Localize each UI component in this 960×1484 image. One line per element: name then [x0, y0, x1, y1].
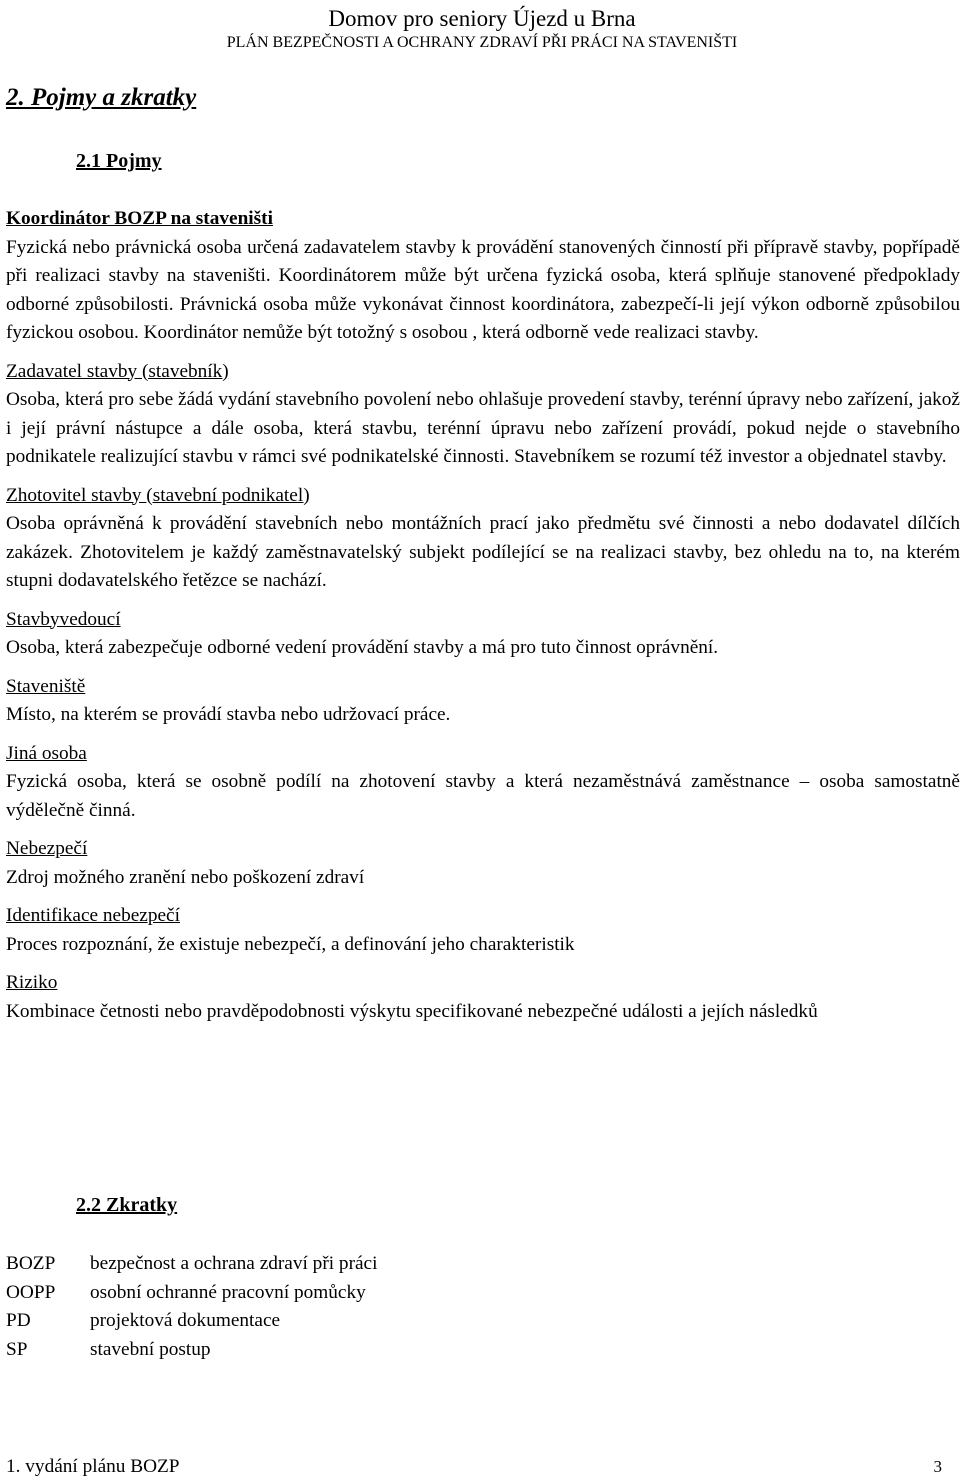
term-item	[6, 205, 960, 348]
term-title: Staveniště	[6, 675, 86, 697]
term-definition: Osoba, která zabezpečuje odborné vedení provádění stavby a má pro tuto činnost oprávnění.	[6, 637, 719, 658]
term-definition: Fyzická osoba, která se osobně podílí na zhotovení stavby a která nezaměstnává zaměstnance – osoba samostatně výdělečně činná.	[6, 771, 960, 821]
term-definition: Osoba oprávněná k provádění stavebních nebo montážních prací jako předmětu své činnosti a nebo dodavatel dílčích zakázek. Zhotovitelem je každý zaměstnavatelský subjekt podílející se na realizaci stavby, bez ohledu na to, na kterém stupni dodavatelského řetězce se nachází.	[6, 513, 960, 591]
header-subtitle: PLÁN BEZPEČNOSTI A OCHRANY ZDRAVÍ PŘI PRÁCI NA STAVENIŠTI	[226, 34, 738, 51]
abbreviation-code: BOZP	[6, 1253, 56, 1274]
term-item	[6, 358, 960, 472]
term-definition: Fyzická nebo právnická osoba určená zadavatelem stavby k provádění stanovených činností při přípravě stavby, popřípadě při realizaci stavby na staveništi. Koordinátorem může být určena fyzická osoba, která splňuje stanovené předpoklady odborné způsobilosti. Právnická osoba může vykonávat činnost koordinátora, zabezpečí-li její výkon odborně způsobilou fyzickou osobou. Koordinátor nemůže být totožný s osobou , která odborně vede realizaci stavby.	[6, 236, 960, 343]
abbreviation-meaning: bezpečnost a ochrana zdraví při práci	[90, 1253, 378, 1274]
term-title: Riziko	[6, 972, 58, 993]
term-item	[6, 482, 960, 596]
term-title: Zadavatel stavby (stavebník)	[6, 360, 229, 382]
abbreviations-table	[6, 1250, 377, 1364]
term-item	[6, 740, 960, 826]
term-item	[6, 969, 960, 1026]
term-title: Nebezpečí	[6, 838, 88, 859]
abbreviation-meaning: projektová dokumentace	[90, 1310, 281, 1331]
table-row	[6, 1336, 377, 1365]
terms-list	[6, 205, 960, 1036]
term-definition: Místo, na kterém se provádí stavba nebo udržovací práce.	[6, 704, 451, 725]
term-title: Stavbyvedoucí	[6, 608, 121, 630]
term-title: Jiná osoba	[6, 742, 87, 764]
table-row	[6, 1250, 377, 1279]
page-number: 3	[933, 1457, 942, 1476]
term-title: Koordinátor BOZP na staveništi	[6, 208, 273, 229]
term-item	[6, 902, 960, 959]
term-definition: Zdroj možného zranění nebo poškození zdraví	[6, 866, 365, 888]
term-title: Identifikace nebezpečí	[6, 905, 180, 926]
section-title: 2. Pojmy a zkratky	[6, 84, 197, 111]
term-item	[6, 606, 960, 663]
term-title: Zhotovitel stavby (stavební podnikatel)	[6, 484, 310, 506]
abbreviation-code: PD	[6, 1310, 31, 1331]
table-row	[6, 1279, 377, 1308]
header-title: Domov pro seniory Újezd u Brna	[328, 6, 636, 31]
abbreviation-meaning: stavební postup	[90, 1338, 211, 1360]
table-row	[6, 1307, 377, 1336]
footer-edition: 1. vydání plánu BOZP	[6, 1456, 180, 1477]
subsection-title-zkratky: 2.2 Zkratky	[76, 1194, 178, 1216]
term-definition: Osoba, která pro sebe žádá vydání stavebního povolení nebo ohlašuje provedení stavby, terénní úpravy nebo zařízení, jakož i její právní nástupce a dále osoba, která stavbu, terénní úpravu nebo zařízení provádí, pokud nejde o stavebního podnikatele realizující stavbu v rámci své podnikatelské činnosti. Stavebníkem se rozumí též investor a objednatel stavby.	[6, 389, 960, 467]
term-item	[6, 673, 960, 730]
abbreviation-code: OOPP	[6, 1281, 56, 1303]
abbreviation-code: SP	[6, 1338, 28, 1360]
page-header	[188, 6, 776, 52]
subsection-title-pojmy: 2.1 Pojmy	[76, 150, 162, 172]
abbreviation-meaning: osobní ochranné pracovní pomůcky	[90, 1281, 366, 1303]
term-item	[6, 835, 960, 892]
term-definition: Proces rozpoznání, že existuje nebezpečí, a definování jeho charakteristik	[6, 933, 575, 955]
term-definition: Kombinace četnosti nebo pravděpodobnosti výskytu specifikované nebezpečné události a jejích následků	[6, 1000, 818, 1022]
